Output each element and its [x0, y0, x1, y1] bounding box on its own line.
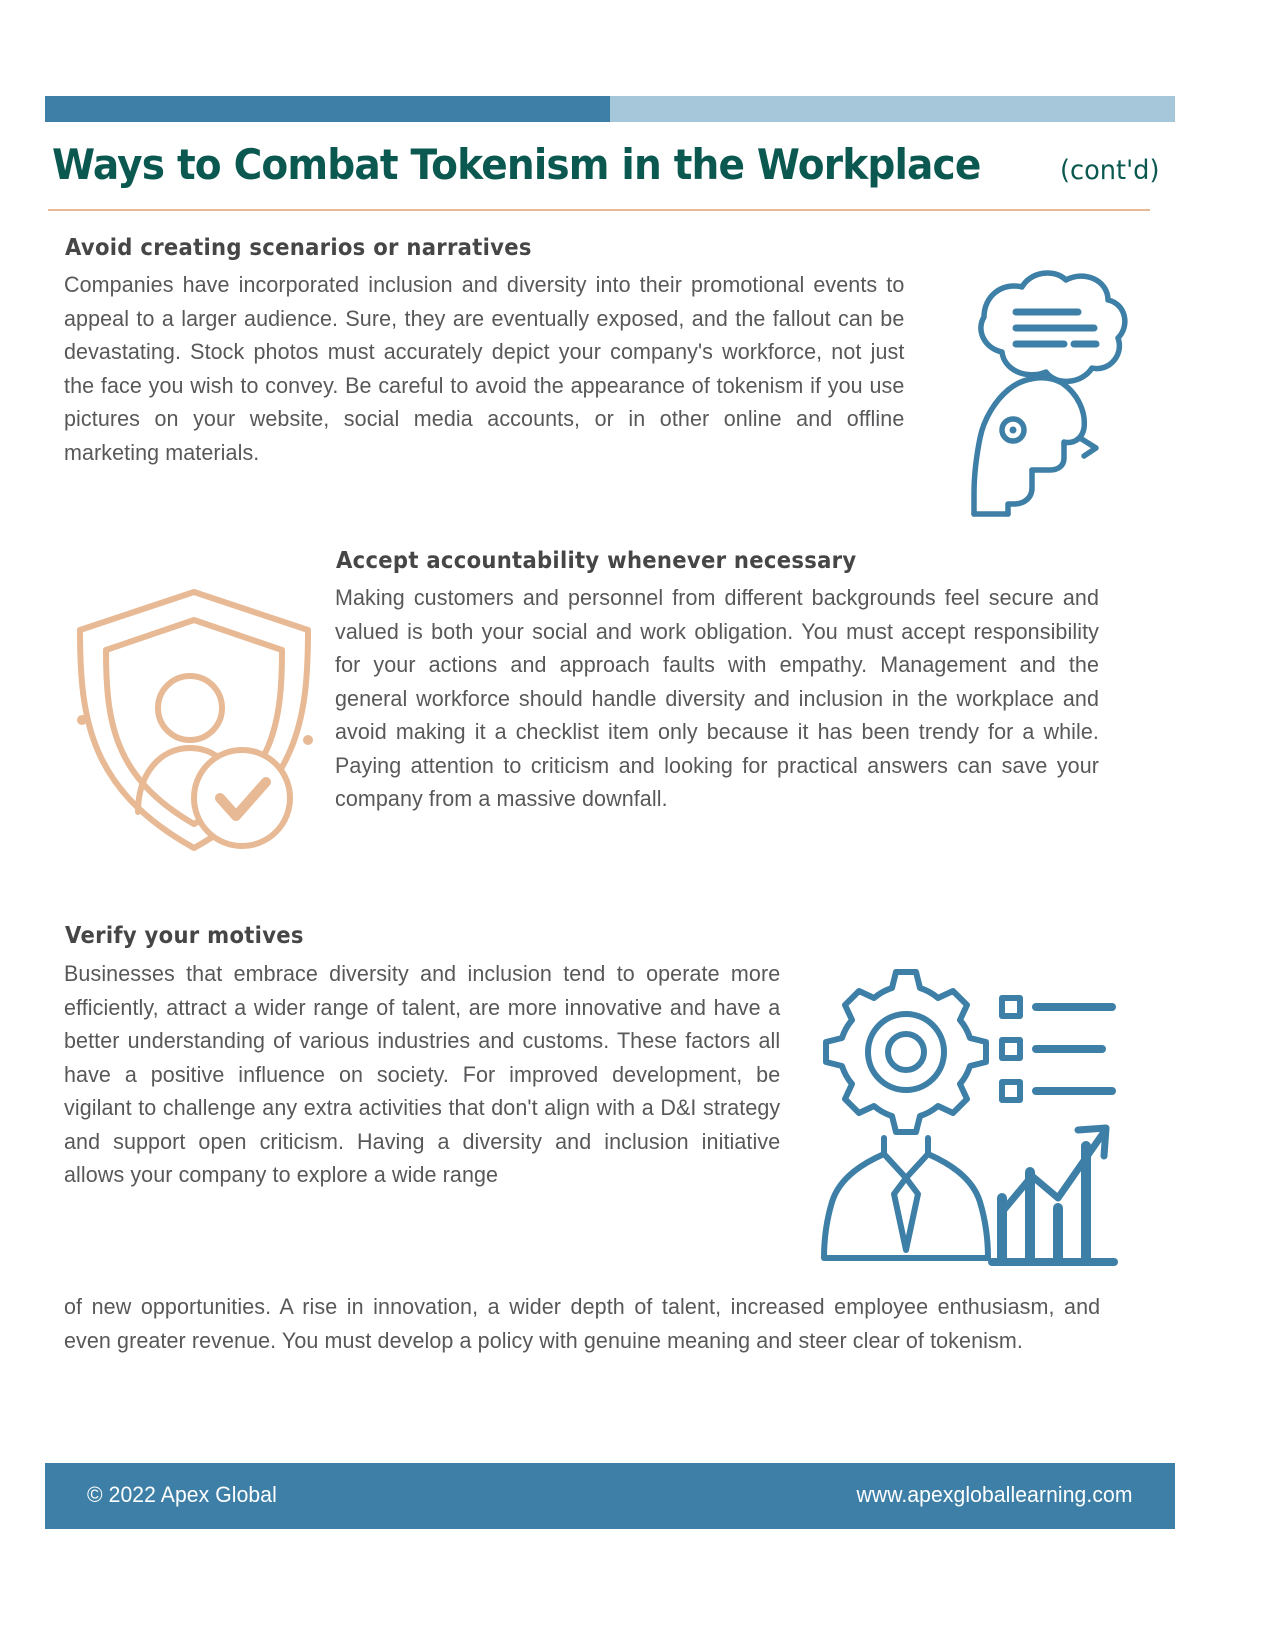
page-footer — [45, 1463, 1175, 1529]
section-body-accept-accountability: Making customers and personnel from different backgrounds feel secure and valued is both your social and work obligation. You must accept responsibility for your actions and approach faults with empathy. Management and the general workforce should handle diversity and inclusion in the workplace and avoid making it a checklist item only because it has been trendy for a while. Paying attention to criticism and looking for practical answers can save your company from a massive downfall. — [335, 585, 1099, 811]
head-thought-bubble-icon — [912, 262, 1132, 527]
header-bars — [45, 96, 1175, 122]
page-title — [52, 140, 1172, 202]
title-divider — [48, 209, 1150, 211]
section-heading-avoid-creating-scenarios: Avoid creating scenarios or narratives — [65, 235, 532, 261]
page-title-continued: (cont'd) — [1060, 155, 1160, 186]
shield-person-check-icon — [60, 580, 328, 885]
section-heading-verify-your-motives: Verify your motives — [65, 923, 304, 949]
gear-businessman-growth-chart-icon — [806, 950, 1126, 1280]
section-body-verify-your-motives: Businesses that embrace diversity and inclusion tend to operate more efficiently, attract a wider range of talent, are more innovative and have a better understanding of various industries and customs. These factors all have a positive influence on society. For improved development, be vigilant to challenge any extra activities that don't align with a D&I strategy and support open criticism. Having a diversity and inclusion initiative allows your company to explore a wide range — [64, 961, 781, 1187]
footer-copyright: © 2022 Apex Global — [87, 1482, 277, 1507]
page-title-text: Ways to Combat Tokenism in the Workplace — [52, 140, 981, 189]
header-bar-light — [610, 96, 1175, 122]
footer-website[interactable]: www.apexgloballearning.com — [856, 1482, 1133, 1507]
section-body-avoid-creating-scenarios: Companies have incorporated inclusion and diversity into their promotional events to appeal to a larger audience. Sure, they are eventually exposed, and the fallout can be devastating. Stock photos must accurately depict your company's workforce, not just the face you wish to convey. Be careful to avoid the appearance of tokenism if you use pictures on your website, social media accounts, or in other online and offline marketing materials. — [64, 272, 905, 465]
section-body-verify-your-motives-tail: of new opportunities. A rise in innovation, a wider depth of talent, increased employee enthusiasm, and even greater revenue. You must develop a policy with genuine meaning and steer clear of tokenism. — [64, 1294, 1101, 1353]
header-bar-dark — [45, 96, 610, 122]
section-heading-accept-accountability: Accept accountability whenever necessary — [336, 548, 857, 574]
